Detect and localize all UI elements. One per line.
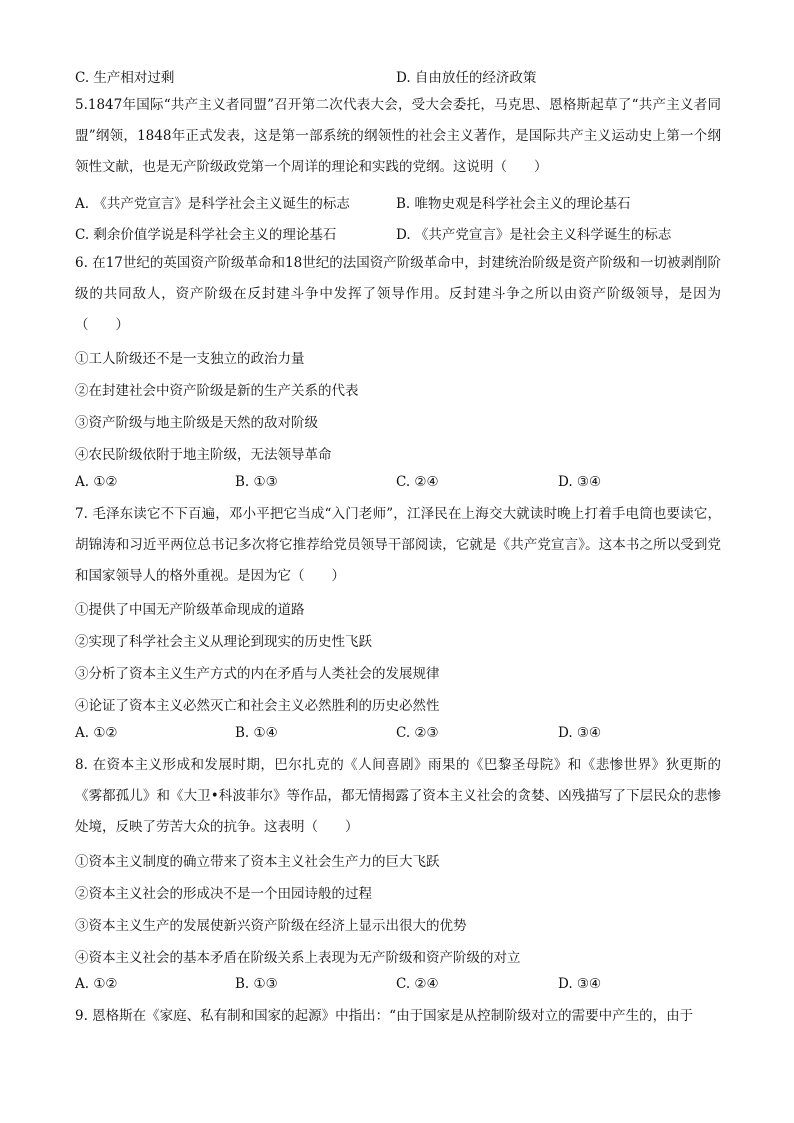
q6-options-row (0, 474, 794, 494)
q5-option-a[interactable]: A. 《共产党宣言》是科学社会主义诞生的标志 (75, 196, 350, 212)
q8-statement-3: ③资本主义生产的发展使新兴资产阶级在经济上显示出很大的优势 (75, 918, 467, 934)
q8-option-c[interactable]: C. ②④ (396, 976, 439, 992)
q5-option-d[interactable]: D. 《共产党宣言》是社会主义科学诞生的标志 (396, 227, 672, 243)
q7-statement-2: ②实现了科学社会主义从理论到现实的历史性飞跃 (75, 634, 372, 650)
q8-option-b[interactable]: B. ①③ (235, 976, 278, 992)
q7-statement-1: ①提供了中国无产阶级革命现成的道路 (75, 602, 305, 618)
q6-option-c[interactable]: C. ②④ (396, 474, 439, 490)
q5-options-row-ab (0, 192, 794, 212)
q6-option-d[interactable]: D. ③④ (558, 474, 602, 490)
q7-statement-4: ④论证了资本主义必然灭亡和社会主义必然胜利的历史必然性 (75, 698, 440, 714)
q5-option-b[interactable]: B. 唯物史观是科学社会主义的理论基石 (396, 196, 631, 212)
q4-option-d[interactable]: D. 自由放任的经济政策 (396, 70, 537, 86)
q6-statement-3: ③资产阶级与地主阶级是天然的敌对阶级 (75, 415, 318, 431)
q5-stem: 5.1847年国际“共产主义者同盟”召开第二次代表大会，受大会委托，马克思、恩格斯起草了“共产主义者同盟”纲领，1848年正式发表，这是第一部系统的纲领性的社会主义著作，是国际共产主义运动史上第一个纲领性文献，也是无产阶级政党第一个周详的理论和实践的党纲。这说明（ ） (75, 97, 721, 175)
q6-statement-4: ④农民阶级依附于地主阶级，无法领导革命 (75, 447, 332, 463)
q4-option-c[interactable]: C. 生产相对过剩 (75, 70, 175, 86)
q6-option-b[interactable]: B. ①③ (235, 474, 278, 490)
q7-option-b[interactable]: B. ①④ (235, 725, 278, 741)
q8-stem: 8. 在资本主义形成和发展时期，巴尔扎克的《人间喜剧》雨果的《巴黎圣母院》和《悲惨世界》狄更斯的《雾都孤儿》和《大卫•科波菲尔》等作品，都无情揭露了资本主义社会的贪婪、凶残描写了下层民众的悲惨处境，反映了劳苦大众的抗争。这表明（ ） (75, 757, 721, 835)
q7-options-row (0, 725, 794, 745)
q4-options-row-cd (0, 66, 794, 86)
q8-option-d[interactable]: D. ③④ (558, 976, 602, 992)
q5-options-row-cd (0, 223, 794, 243)
q7-statement-3: ③分析了资本主义生产方式的内在矛盾与人类社会的发展规律 (75, 666, 440, 682)
q5-option-c[interactable]: C. 剩余价值学说是科学社会主义的理论基石 (75, 227, 337, 243)
q6-option-a[interactable]: A. ①② (75, 474, 118, 490)
q6-stem: 6. 在17世纪的英国资产阶级革命和18世纪的法国资产阶级革命中，封建统治阶级是资产阶级和一切被剥削阶级的共同敌人，资产阶级在反封建斗争中发挥了领导作用。反封建斗争之所以由资产阶级领导，是因为（ ） (75, 255, 721, 333)
q6-statement-2: ②在封建社会中资产阶级是新的生产关系的代表 (75, 383, 359, 399)
q8-statement-4: ④资本主义社会的基本矛盾在阶级关系上表现为无产阶级和资产阶级的对立 (75, 950, 521, 966)
q7-option-d[interactable]: D. ③④ (558, 725, 602, 741)
q8-statement-2: ②资本主义社会的形成决不是一个田园诗般的过程 (75, 886, 372, 902)
q7-stem: 7. 毛泽东读它不下百遍，邓小平把它当成“入门老师”，江泽民在上海交大就读时晚上打着手电筒也要读它，胡锦涛和习近平两位总书记多次将它推荐给党员领导干部阅读，它就是《共产党宣言》。这本书之所以受到党和国家领导人的格外重视。是因为它（ ） (75, 506, 721, 584)
q9-stem: 9. 恩格斯在《家庭、私有制和国家的起源》中指出：“由于国家是从控制阶级对立的需要中产生的，由于 (75, 1008, 694, 1024)
q8-statement-1: ①资本主义制度的确立带来了资本主义社会生产力的巨大飞跃 (75, 854, 440, 870)
q8-option-a[interactable]: A. ①② (75, 976, 118, 992)
q6-statement-1: ①工人阶级还不是一支独立的政治力量 (75, 351, 305, 367)
q8-options-row (0, 976, 794, 996)
q7-option-c[interactable]: C. ②③ (396, 725, 439, 741)
q7-option-a[interactable]: A. ①② (75, 725, 118, 741)
